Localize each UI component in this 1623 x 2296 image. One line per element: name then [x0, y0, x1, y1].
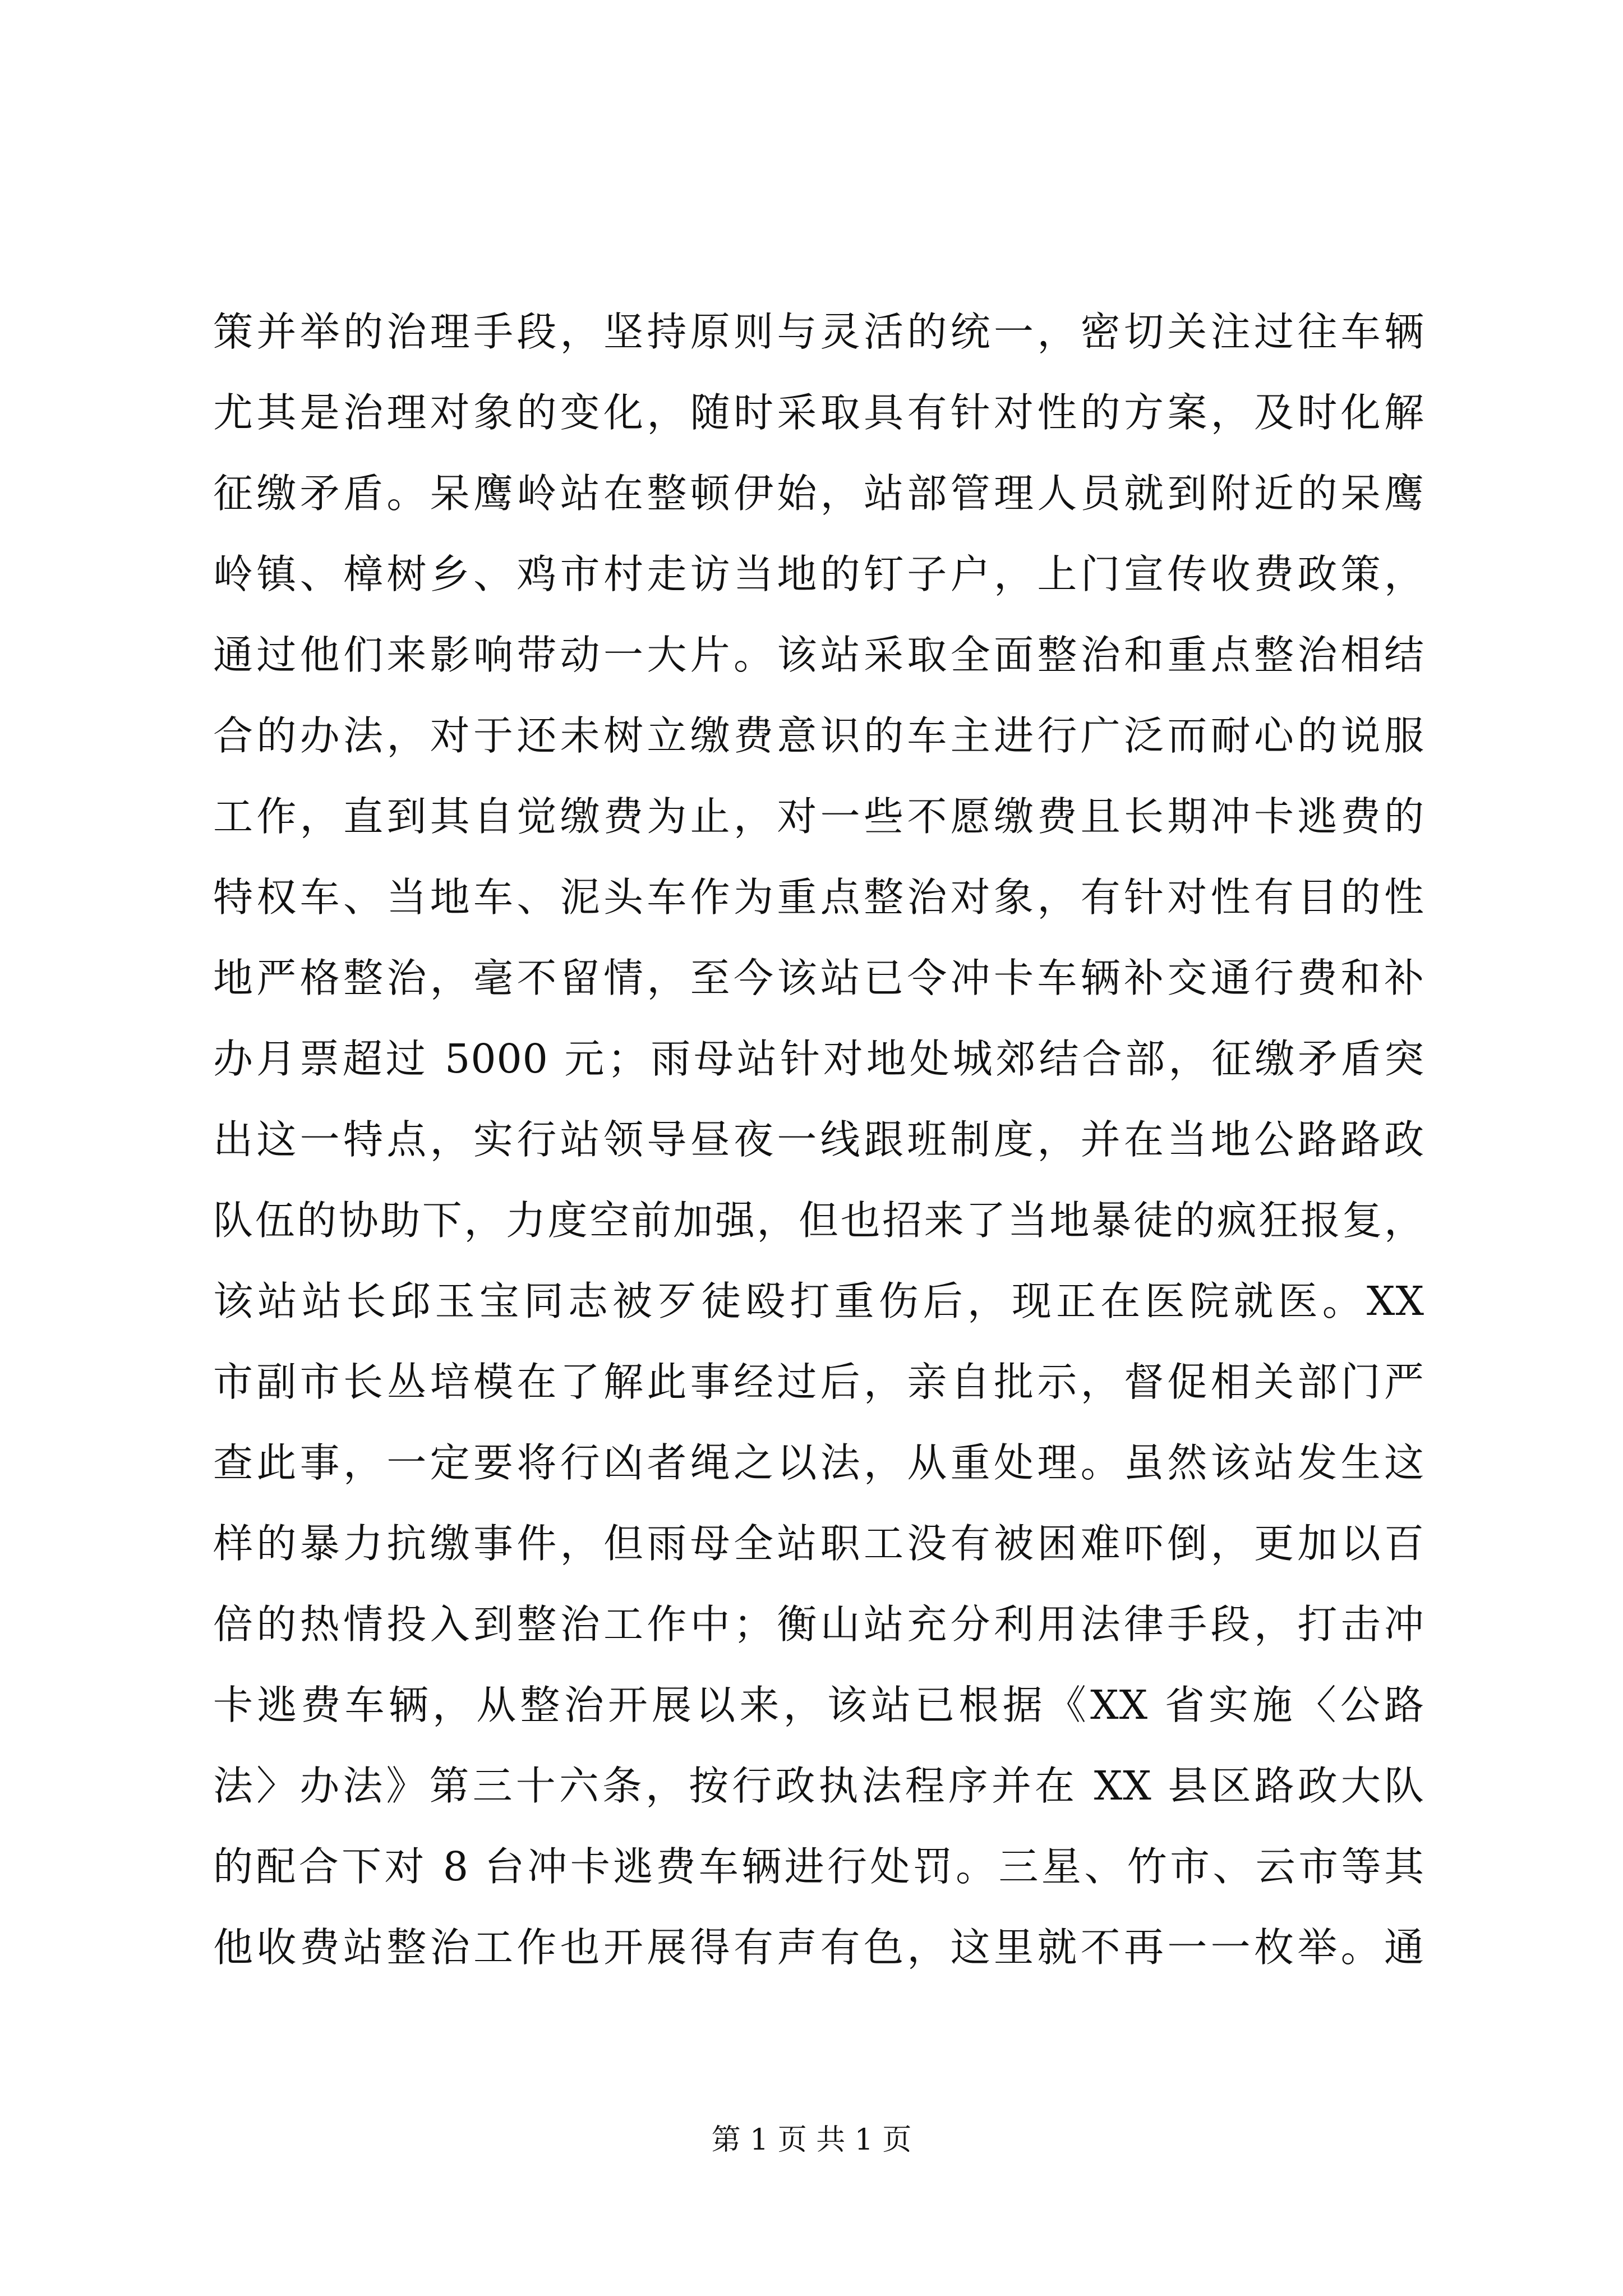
paragraph-line: 特权车、当地车、泥头车作为重点整治对象，有针对性有目的性: [213, 874, 1424, 921]
paragraph-line: 的配合下对 8 台冲卡逃费车辆进行处罚。三星、竹市、云市等其: [213, 1843, 1424, 1890]
paragraph-line: 市副市长丛培模在了解此事经过后，亲自批示，督促相关部门严: [213, 1359, 1424, 1405]
paragraph-line: 工作，直到其自觉缴费为止，对一些不愿缴费且长期冲卡逃费的: [213, 793, 1424, 840]
paragraph-line: 法〉办法》第三十六条，按行政执法程序并在 XX 县区路政大队: [213, 1763, 1424, 1809]
paragraph-line: 策并举的治理手段，坚持原则与灵活的统一，密切关注过往车辆: [213, 309, 1424, 355]
paragraph-line: 尤其是治理对象的变化，随时采取具有针对性的方案，及时化解: [213, 389, 1424, 436]
paragraph-line: 办月票超过 5000 元；雨母站针对地处城郊结合部，征缴矛盾突: [213, 1036, 1424, 1082]
paragraph-line: 查此事，一定要将行凶者绳之以法，从重处理。虽然该站发生这: [213, 1439, 1424, 1486]
paragraph-line: 通过他们来影响带动一大片。该站采取全面整治和重点整治相结: [213, 632, 1424, 678]
paragraph-line: 征缴矛盾。呆鹰岭站在整顿伊始，站部管理人员就到附近的呆鹰: [213, 470, 1424, 517]
paragraph-line: 合的办法，对于还未树立缴费意识的车主进行广泛而耐心的说服: [213, 712, 1424, 759]
paragraph-line: 样的暴力抗缴事件，但雨母全站职工没有被困难吓倒，更加以百: [213, 1520, 1424, 1567]
paragraph-line: 倍的热情投入到整治工作中；衡山站充分利用法律手段，打击冲: [213, 1601, 1424, 1648]
paragraph-line: 出这一特点，实行站领导昼夜一线跟班制度，并在当地公路路政: [213, 1116, 1424, 1163]
paragraph-line: 岭镇、樟树乡、鸡市村走访当地的钉子户，上门宣传收费政策，: [213, 551, 1424, 597]
paragraph-line: 队伍的协助下，力度空前加强，但也招来了当地暴徒的疯狂报复，: [213, 1197, 1424, 1244]
paragraph-line: 他收费站整治工作也开展得有声有色，这里就不再一一枚举。通: [213, 1924, 1424, 1971]
paragraph-line: 地严格整治，毫不留情，至今该站已令冲卡车辆补交通行费和补: [213, 955, 1424, 1001]
body-paragraph: [213, 292, 1424, 1988]
paragraph-line: 卡逃费车辆，从整治开展以来，该站已根据《XX 省实施〈公路: [213, 1682, 1424, 1728]
paragraph-line: 该站站长邱玉宝同志被歹徒殴打重伤后，现正在医院就医。XX: [213, 1278, 1424, 1324]
page-footer: 第 1 页 共 1 页: [711, 2123, 912, 2157]
